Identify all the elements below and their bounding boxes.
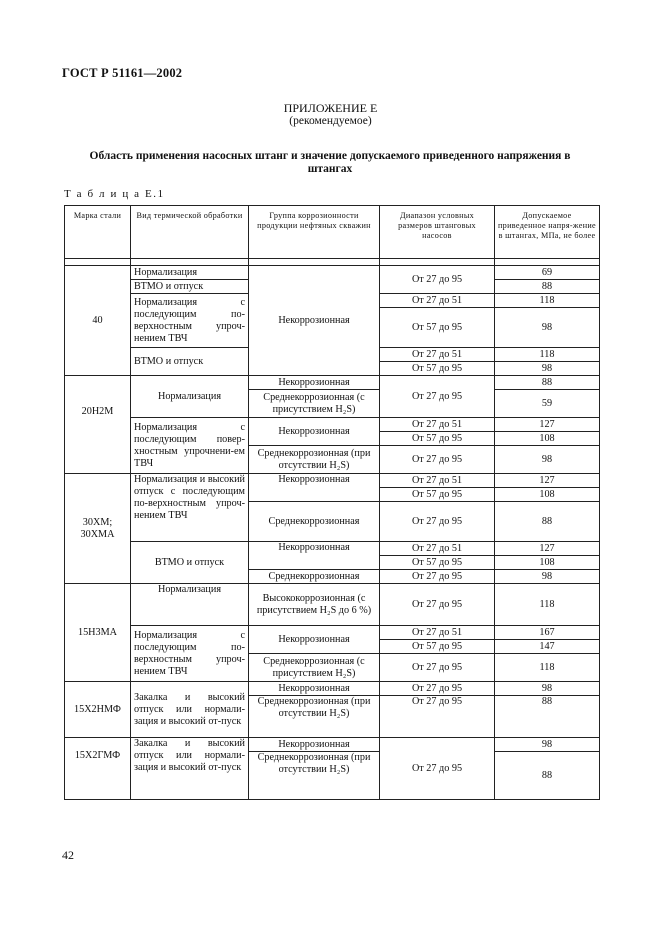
cell-stress: 98 bbox=[495, 738, 600, 752]
data-table bbox=[64, 205, 600, 800]
cell-group: Среднекоррозионная bbox=[249, 502, 380, 542]
cell-group: Некоррозионная bbox=[249, 542, 380, 570]
cell-stress: 108 bbox=[495, 556, 600, 570]
col-header-range: Диапазон условных размеров штанговых насосов bbox=[380, 206, 495, 259]
appendix-title: ПРИЛОЖЕНИЕ Е bbox=[283, 101, 378, 115]
page-number: 42 bbox=[62, 848, 74, 862]
cell-stress: 98 bbox=[495, 362, 600, 376]
cell-treatment: Закалка и высокий отпуск или нормали-зация и высокий от-пуск bbox=[131, 738, 249, 800]
cell-range: От 27 до 95 bbox=[380, 584, 495, 626]
cell-range: От 57 до 95 bbox=[380, 432, 495, 446]
table-row bbox=[65, 738, 600, 752]
cell-treatment: Нормализация и высокий отпуск с последующим по-верхностным упроч-нением ТВЧ bbox=[131, 474, 249, 542]
cell-steel: 15Х2ГМФ bbox=[65, 738, 131, 800]
cell-stress: 88 bbox=[495, 502, 600, 542]
cell-group: Некоррозионная bbox=[249, 474, 380, 502]
cell-treatment: ВТМО и отпуск bbox=[131, 280, 249, 294]
cell-stress: 108 bbox=[495, 432, 600, 446]
table-row bbox=[65, 626, 600, 640]
col-header-stress: Допускаемое приведенное напря-жение в штангах, МПа, не более bbox=[495, 206, 600, 259]
table-row bbox=[65, 682, 600, 696]
cell-group: Некоррозионная bbox=[249, 682, 380, 696]
table-row bbox=[65, 376, 600, 390]
cell-range: От 27 до 95 bbox=[380, 570, 495, 584]
cell-group: Некоррозионная bbox=[249, 626, 380, 654]
cell-group: Среднекоррозионная (при отсутствии H₂S) bbox=[249, 696, 380, 738]
cell-group: Некоррозионная bbox=[249, 418, 380, 446]
cell-stress: 88 bbox=[495, 752, 600, 800]
table-row bbox=[65, 542, 600, 556]
table-header-row bbox=[65, 206, 600, 259]
cell-range: От 27 до 51 bbox=[380, 626, 495, 640]
cell-range: От 57 до 95 bbox=[380, 556, 495, 570]
cell-stress: 88 bbox=[495, 376, 600, 390]
cell-group: Некоррозионная bbox=[249, 376, 380, 390]
section-title: Область применения насосных штанг и значение допускаемого приведенного напряжения в штангах bbox=[89, 150, 571, 175]
cell-steel: 20Н2М bbox=[65, 376, 131, 474]
cell-stress: 98 bbox=[495, 682, 600, 696]
cell-stress: 88 bbox=[495, 280, 600, 294]
table-row bbox=[65, 266, 600, 280]
cell-steel: 40 bbox=[65, 266, 131, 376]
cell-range: От 57 до 95 bbox=[380, 362, 495, 376]
cell-treatment: ВТМО и отпуск bbox=[131, 348, 249, 376]
col-header-treatment: Вид термической обработки bbox=[131, 206, 249, 259]
cell-stress: 118 bbox=[495, 294, 600, 308]
cell-steel: 30ХМ; 30ХМА bbox=[65, 474, 131, 584]
cell-stress: 147 bbox=[495, 640, 600, 654]
cell-group: Среднекоррозионная (с присутствием H₂S) bbox=[249, 390, 380, 418]
cell-range: От 27 до 95 bbox=[380, 376, 495, 418]
cell-range: От 27 до 51 bbox=[380, 294, 495, 308]
col-header-group: Группа коррозионности продукции нефтяных скважин bbox=[249, 206, 380, 259]
cell-range: От 27 до 95 bbox=[380, 446, 495, 474]
cell-range: От 27 до 95 bbox=[380, 696, 495, 738]
cell-stress: 127 bbox=[495, 418, 600, 432]
cell-range: От 27 до 51 bbox=[380, 418, 495, 432]
cell-treatment: Нормализация bbox=[131, 584, 249, 626]
cell-range: От 57 до 95 bbox=[380, 640, 495, 654]
cell-stress: 167 bbox=[495, 626, 600, 640]
cell-stress: 69 bbox=[495, 266, 600, 280]
cell-treatment: Нормализация с последующим по-верхностным упроч-нением ТВЧ bbox=[131, 626, 249, 682]
cell-stress: 59 bbox=[495, 390, 600, 418]
cell-range: От 27 до 51 bbox=[380, 348, 495, 362]
cell-group: Высококоррозионная (с присутствием H₂S до 6 %) bbox=[249, 584, 380, 626]
cell-stress: 98 bbox=[495, 446, 600, 474]
table-row bbox=[65, 474, 600, 488]
cell-stress: 118 bbox=[495, 654, 600, 682]
cell-stress: 108 bbox=[495, 488, 600, 502]
cell-treatment: Нормализация с последующим повер-хностным упрочнени-ем ТВЧ bbox=[131, 418, 249, 474]
cell-group: Некоррозионная bbox=[249, 266, 380, 376]
cell-stress: 127 bbox=[495, 542, 600, 556]
cell-steel: 15Х2НМФ bbox=[65, 682, 131, 738]
cell-group: Среднекоррозионная (при отсутствии H₂S) bbox=[249, 752, 380, 800]
cell-range: От 57 до 95 bbox=[380, 488, 495, 502]
cell-range: От 27 до 95 bbox=[380, 682, 495, 696]
cell-stress: 118 bbox=[495, 584, 600, 626]
cell-range: От 27 до 51 bbox=[380, 542, 495, 556]
appendix-subtitle: (рекомендуемое) bbox=[289, 115, 372, 127]
cell-stress: 88 bbox=[495, 696, 600, 738]
cell-group: Среднекоррозионная bbox=[249, 570, 380, 584]
cell-treatment: Закалка и высокий отпуск или нормали-зация и высокий от-пуск bbox=[131, 682, 249, 738]
table-row bbox=[65, 418, 600, 432]
cell-stress: 118 bbox=[495, 348, 600, 362]
cell-steel: 15Н3МА bbox=[65, 584, 131, 682]
cell-stress: 98 bbox=[495, 308, 600, 348]
cell-group: Среднекоррозионная (при отсутствии H₂S) bbox=[249, 446, 380, 474]
cell-treatment: Нормализация с последующим по-верхностным упроч-нением ТВЧ bbox=[131, 294, 249, 348]
cell-treatment: Нормализация bbox=[131, 266, 249, 280]
cell-stress: 98 bbox=[495, 570, 600, 584]
cell-range: От 27 до 95 bbox=[380, 266, 495, 294]
cell-stress: 127 bbox=[495, 474, 600, 488]
cell-range: От 27 до 95 bbox=[380, 502, 495, 542]
cell-group: Среднекоррозионная (с присутствием H₂S) bbox=[249, 654, 380, 682]
table-row bbox=[65, 584, 600, 626]
col-header-steel: Марка стали bbox=[65, 206, 131, 259]
cell-treatment: Нормализация bbox=[131, 376, 249, 418]
cell-group: Некоррозионная bbox=[249, 738, 380, 752]
cell-range: От 27 до 95 bbox=[380, 738, 495, 800]
cell-treatment: ВТМО и отпуск bbox=[131, 542, 249, 584]
cell-range: От 27 до 95 bbox=[380, 654, 495, 682]
table-spacer-row bbox=[65, 259, 600, 266]
cell-range: От 57 до 95 bbox=[380, 308, 495, 348]
document-header: ГОСТ Р 51161—2002 bbox=[62, 66, 183, 80]
table-caption: Т а б л и ц а Е.1 bbox=[64, 188, 165, 200]
cell-range: От 27 до 51 bbox=[380, 474, 495, 488]
